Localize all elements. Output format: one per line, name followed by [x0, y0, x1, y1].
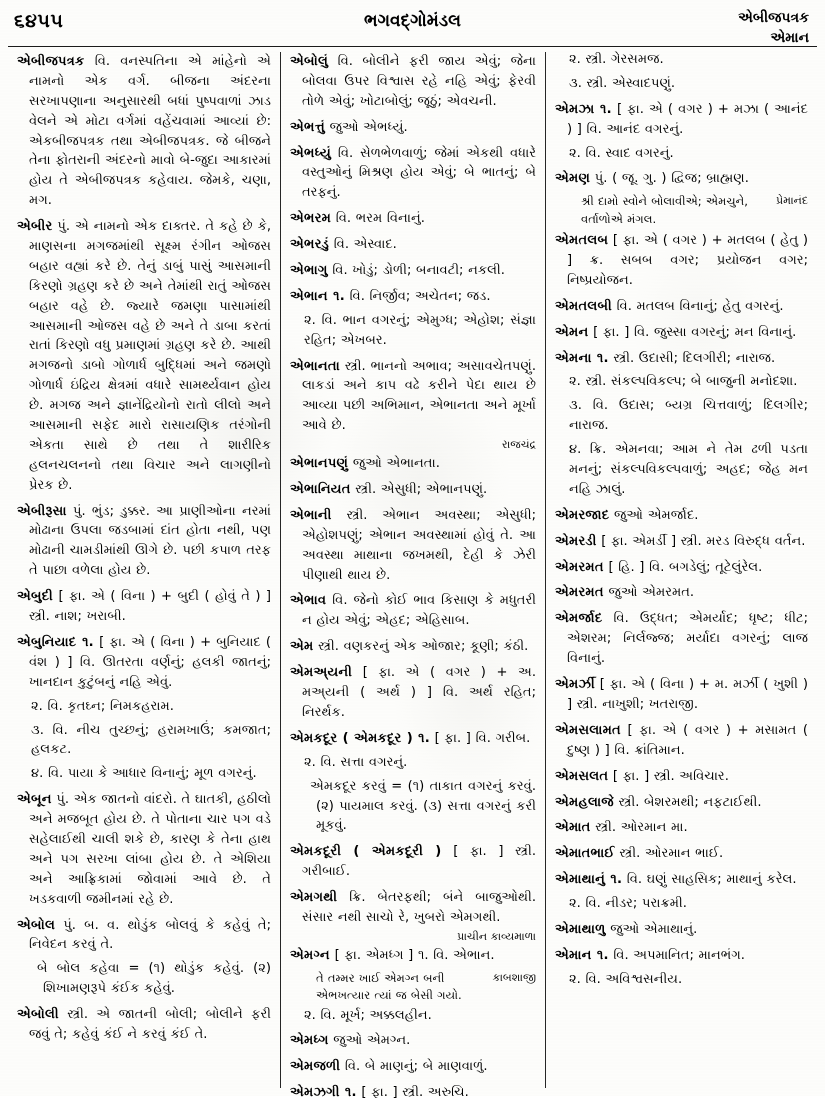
entry-definition: વિ. એસ્વાદ. [333, 237, 397, 253]
entry-definition: વિ. જેનો કોઈ ભાવ કિસાણ કે મધુતરી ન હોય એવું; એહદ; એહિસાબ. [302, 593, 537, 629]
entry-headword: એબોલું [290, 54, 329, 69]
entry-definition: [ ફા. ] વિ. ગરીબ. [434, 730, 531, 746]
entry-definition: વિ. બે માણનું; બે માણવાળું. [344, 1059, 488, 1075]
dictionary-entry [555, 558, 808, 578]
dictionary-entry [17, 1005, 271, 1045]
dictionary-entry [555, 870, 808, 890]
dictionary-entry [555, 946, 808, 966]
dictionary-entry [17, 633, 271, 693]
entry-sense: ૩. વિ. નીચ તુચ્છનું; હરામખાઉં; કમજાત; હલકટ. [31, 722, 271, 758]
entry-definition: [ ફા. એ ( વિના ) + મ. મર્ઝી ( ખુશી ) ] સ્ત્રી. નાખુશી; ખતરાજી. [567, 677, 808, 712]
dictionary-entry [17, 52, 271, 211]
entry-definition: [ હિ. ] વિ. બગડેલું; તૂટેલુંરેલ. [608, 559, 763, 575]
entry-headword: એમના ૧. [555, 350, 609, 366]
entry-headword: એમજળી [290, 1059, 341, 1075]
entry-definition: સ્ત્રી. બેશરમથી; નફટાઈથી. [618, 794, 762, 810]
dictionary-entry [555, 818, 808, 838]
entry-definition: પું. ( જૂ. ગુ. ) દ્વિજ; બ્રાહ્મણ. [594, 171, 749, 187]
dictionary-entry [17, 916, 271, 956]
dictionary-entry [290, 209, 536, 229]
guide-word-first: એબીજપત્રક [738, 10, 809, 26]
entry-definition: પું. એક જાતનો વાંદરો. તે ઘાતકી, હઠીલો અને મજબૂત હોય છે. તે પોતાના ચાર પગ વડે સહેલાઈથી ચાલી શકે છે, કારણ કે તેના હાથ અને પગ સરખા લાંબા હોય છે. તે એશિયા અને આફ્રિકામાં જોવામાં આવે છે. તે ખડકવાળી જમીનમાં રહે છે. [29, 792, 271, 907]
entry-headword: એમાથાળુ [555, 921, 606, 937]
entry-headword: એમાન ૧. [555, 947, 609, 963]
dictionary-entry [555, 767, 808, 787]
entry-headword: એબોલી [17, 1007, 59, 1023]
entry-headword: એમર્ઝી [555, 677, 595, 693]
entry-definition: સ્ત્રી. ઓરમાન મા. [595, 820, 688, 836]
entry-definition: જુઓ એમગ્ન. [333, 1033, 411, 1049]
entry-definition: સ્ત્રી. એભાન અવસ્થા; એસુધી; એહોશપણું; એભાન અવસ્થામાં હોવું તે. આ અવસ્થા માથાના જખમથી, દેહી કે ઝેરી પીણાથી થાય છે. [302, 507, 536, 583]
entry-attribution: પ્રાચીન કાવ્યમાળા [457, 929, 536, 943]
entry-definition: જુઓ એભધ્યું. [329, 119, 408, 135]
entry-sense: ૨. વિ. અવિશ્વસનીય. [569, 971, 683, 987]
entry-headword: એમઝગી ૧. [290, 1085, 357, 1101]
entry-definition: સ્ત્રી. ભાનનો અભાવ; અસાવચેતપણું. લાકડાં અને કાપ વઢે કરીને પેદા થાય છે આવ્યા પછી અભિમાન, એભાનતા અને મૂર્ખા આવે છે. [302, 358, 536, 434]
entry-headword: એમરજાદ [555, 507, 610, 523]
entry-headword: એભધ્યું [290, 145, 331, 161]
entry-headword: એભાગુ [290, 263, 328, 279]
dictionary-entry [290, 888, 536, 928]
column-container [8, 52, 817, 1101]
entry-headword: એબુદી [17, 589, 53, 605]
entry-headword: એમકદૂરી ( એમકદૂરી ) [290, 844, 442, 860]
entry-headword: એમરડી [555, 533, 597, 549]
entry-headword: એમાત [555, 820, 591, 836]
book-title: ભગવદ્‌ગોમંડલ [364, 11, 461, 31]
quotation-text: શ્રી દામો સ્વોને બોલાવીએ; એમચુને, વર્તાળોએ મંગલ. [581, 194, 748, 226]
entry-definition: ક્રિ. બેતરફથી; બંને બાજુઓથી. સંસાર નથી સાચો રે, ખુબરો એમગથી. [302, 890, 536, 925]
entry-headword: એભરમ [290, 211, 332, 227]
entry-definition: સ્ત્રી. ઉદાસી; દિલગીરી; નારાજ. [613, 350, 776, 366]
entry-quotation [290, 970, 536, 1005]
dictionary-entry [555, 609, 808, 669]
entry-definition: [ ફા. એ ( વગર ) + અ. મઅ્યની ( અર્થ ) ] વિ. અર્થ રહિત; નિરર્થક. [302, 665, 536, 720]
dictionary-entry [17, 502, 271, 582]
entry-definition: પું. બ. વ. થોડુંક બોલવું કે કહેવું તે; નિવેદન કરવું તે. [29, 917, 271, 953]
entry-headword: એભાની [290, 507, 332, 523]
entry-definition: વિ. ઉદ્ધત; એમર્યાદ; ધૃષ્ટ; ધીટ; એશરમ; નિર્લજ્જ; મર્યાદા વગરનું; લાજ વિનાનું. [567, 611, 808, 667]
entry-definition: [ ફા. ] સ્ત્રી. અરુચિ. [361, 1085, 469, 1101]
entry-headword: એભાનતા [290, 358, 340, 374]
dictionary-entry [290, 261, 536, 281]
entry-headword: એમાથાનું ૧. [555, 872, 623, 888]
entry-headword: એબીજપત્રક [17, 54, 85, 69]
entry-sense: ૨. વિ. કૃતઘ્ન; નિમકહરામ. [31, 698, 174, 714]
entry-sense: ૪. વિ. પાયા કે આધાર વિનાનું; મૂળ વગરનું. [31, 766, 257, 782]
entry-definition: જુઓ એભાનતા. [352, 456, 440, 472]
entry-sense: ૪. ક્રિ. એમનવા; આમ ને તેમ ઢળી પડતા મનનું; સંકલ્પવિકલ્પવાળું; અહદ; જેહ મન નહિ ઝાલું. [569, 442, 808, 497]
text-column-1 [8, 52, 280, 1088]
quotation-text: તે તમ્મર ખાઈ એમગ્ન બની એભખત્યાર ત્યાં જ બેસી ગયો. [316, 970, 462, 1003]
header-rule [8, 46, 817, 47]
dictionary-entry [555, 506, 808, 526]
dictionary-entry [290, 663, 536, 723]
entry-headword: એમતલબી [555, 298, 612, 314]
entry-headword: એબીરૂસા [17, 503, 67, 519]
entry-headword: એભાનપણું [290, 456, 349, 472]
dictionary-entry [290, 235, 536, 255]
entry-definition: સ્ત્રી. વણકરનું એક ઓજાર; કૂણી; કંઠી. [318, 639, 529, 655]
dictionary-entry [290, 506, 536, 586]
text-column-3 [545, 52, 817, 1088]
dictionary-entry [555, 349, 808, 369]
dictionary-entry [290, 1031, 536, 1051]
entry-definition: વિ. બોલીને ફરી જાય એવું; જેના બોલવા ઉપર વિશ્વાસ રહે નહિ એવું; ફેરવી તોળે એવું; ખોટાબોલું; જૂઠું; એવચની. [302, 54, 537, 109]
dictionary-entry [17, 217, 271, 495]
entry-headword: એમ [290, 639, 314, 655]
page-number: ૬૪૫૫ [14, 10, 64, 32]
entry-headword: એમરમત [555, 585, 604, 601]
entry-headword: એમહલાજે [555, 794, 614, 810]
dictionary-entry [290, 637, 536, 657]
entry-definition: [ ફા. એ ( વિના ) + બુનિયાદ ( વંશ ) ] વિ. ઊતરતા વર્ણનું; હલકી જાતનું; ખાનદાન કુટુંબનું નહિ એવું. [29, 634, 272, 690]
entry-definition: પું. ભુંડ; ડુક્કર. આ પ્રાણીઓના નરમાં મોઢાના ઉપલા જડબામાં દાંત હોતા નથી, પણ મોઢાની ચામડીમાંથી ઊગે છે. પછી કપાળ તરફ તે પાછા વળેલા હોય છે. [29, 503, 271, 579]
entry-headword: એમસલત [555, 768, 609, 784]
entry-headword: એમાતભાઈ [555, 846, 615, 862]
entry-headword: એમણ [555, 171, 591, 187]
entry-headword: એભાનિયત [290, 482, 351, 498]
quotation-citation: પ્રેમાનંદ [776, 194, 808, 208]
entry-sense: ૩. વિ. ઉદાસ; બ્યગ્ર ચિત્તવાળું; દિલગીર; નારાજ. [569, 398, 808, 434]
entry-sense: ૨. સ્ત્રી. સંકલ્પવિકલ્પ; બે બાજુની મનોદશા. [569, 374, 798, 390]
entry-definition: જુઓ એમાથાનું. [610, 921, 698, 937]
dictionary-entry [290, 118, 536, 138]
dictionary-entry [17, 790, 271, 909]
dictionary-entry [290, 480, 536, 500]
dictionary-entry [555, 323, 808, 343]
dictionary-entry [555, 793, 808, 813]
entry-sense: ૨. વિ. ભાન વગરનું; એમુગ્ધ; એહોશ; સંજ્ઞા રહિત; એખબર. [304, 312, 536, 348]
dictionary-entry [555, 297, 808, 317]
entry-definition: વિ. ભરમ વિનાનું. [335, 211, 425, 227]
entry-attribution: રાજચંદ્ર [501, 438, 536, 452]
dictionary-entry [290, 1083, 536, 1103]
entry-definition: વિ. સેળભેળવાળું; જેમાં એકથી વધારે વસ્તુઓનું મિશ્રણ હોય એવું; બે ભાતનું; બે તરફનું. [302, 145, 536, 201]
entry-headword: એમતલબ [555, 233, 609, 249]
dictionary-entry [555, 675, 808, 715]
quotation-citation: કાબશાજી [492, 970, 536, 984]
dictionary-entry [555, 169, 808, 189]
entry-definition: [ ફા. એ ( વગર ) + મસામત ( દુષ્ણ ) ] વિ. ક્રાંતિમાન. [567, 722, 808, 758]
entry-headword: એબૂન [17, 792, 52, 808]
dictionary-entry [555, 100, 808, 140]
entry-headword: એભત્તું [290, 119, 325, 135]
dictionary-entry [290, 591, 536, 631]
dictionary-entry [555, 583, 808, 603]
entry-subphrase: એમકદૂર કરવું = (૧) તાકાત વગરનું કરવું. (૨) પાયમાલ કરવું. (૩) સત્તા વગરનું કરી મૂકવું. [310, 778, 536, 834]
entry-definition: જુઓ એમર્જાદ. [614, 507, 699, 523]
entry-definition: [ ફા. ] સ્ત્રી. અવિચાર. [612, 768, 729, 784]
dictionary-entry [555, 532, 808, 552]
entry-headword: એમગથી [290, 890, 338, 906]
entry-sense: ૨. વિ. સત્તા વગરનું. [304, 754, 408, 770]
entry-headword: એબુનિયાદ ૧. [17, 634, 94, 650]
dictionary-entry [290, 1057, 536, 1077]
dictionary-entry [290, 946, 536, 966]
guide-word-last: એમાન [770, 30, 809, 47]
entry-definition: [ ફા. ] સ્ત્રી. ગરીબાઈ. [302, 844, 536, 880]
entry-definition: [ ફા. ] વિ. જુસ્સા વગરનું; મન વિનાનું. [593, 324, 797, 340]
dictionary-entry [555, 920, 808, 940]
dictionary-entry [290, 357, 536, 437]
dictionary-entry [555, 844, 808, 864]
entry-headword: એમકદૂર ( એમકદૂર ) ૧. [290, 730, 430, 746]
entry-headword: એભાન ૧. [290, 288, 345, 304]
entry-headword: એમઅ્યની [290, 665, 353, 681]
dictionary-entry [290, 842, 536, 882]
entry-headword: એમગ્ન [290, 947, 330, 963]
dictionary-entry [290, 287, 536, 307]
entry-sense: ૨. વિ. મૂર્ખ; અક્કલહીન. [304, 1007, 432, 1023]
entry-headword: એમસલામત [555, 722, 621, 738]
text-column-2 [280, 52, 545, 1101]
entry-definition: વિ. મતલબ વિનાનું; હેતુ વગરનું. [616, 298, 784, 314]
entry-definition: [ ફા. એ ( વગર ) + મતલબ ( હેતુ ) ] ક્ર. સબબ વગર; પ્રયોજન વગર; નિષ્પ્રયોજન. [567, 233, 808, 288]
entry-definition: સ્ત્રી. એસુધી; એભાનપણું. [355, 482, 488, 498]
dictionary-entry [555, 231, 808, 291]
entry-definition: સ્ત્રી. ઓરમાન ભાઈ. [619, 846, 724, 862]
entry-headword: એમર્જાદ [555, 611, 603, 627]
entry-definition: સ્ત્રી. એ જાતની બોલી; બોલીને ફરી જવું તે; કહેવું કંઈ ને કરવું કંઈ તે. [29, 1007, 272, 1042]
entry-sense: ૩. સ્ત્રી. એસ્વાદપણું. [569, 75, 676, 91]
entry-definition: વિ. ખોડું; ડોળી; બનાવટી; નકલી. [332, 263, 505, 279]
entry-headword: એભાવ [290, 593, 327, 609]
entry-sense: ૨. સ્ત્રી. ગેરસમજ. [569, 52, 664, 67]
entry-subphrase: બે બોલ કહેવા = (૧) થોડુંક કહેવું. (૨) શિખામણરૂપે કંઈક કહેવું. [37, 961, 271, 997]
entry-definition: વિ. નિર્જીવ; અચેતન; જડ. [349, 288, 491, 304]
entry-definition: વિ. ઘણું સાહસિક; માથાનું કરેલ. [626, 872, 797, 888]
entry-headword: એબોલ [17, 917, 56, 933]
entry-definition: [ ફા. એમધ્ગ ] ૧. વિ. એભાન. [334, 947, 495, 963]
entry-definition: જુઓ એમરમત. [608, 585, 695, 601]
dictionary-entry [290, 144, 536, 204]
entry-headword: એમઝા ૧. [555, 101, 612, 117]
guide-words [738, 8, 809, 49]
entry-definition: [ ફા. એ ( વગર ) + મઝા ( આનંદ ) ] વિ. આનંદ વગરનું. [567, 101, 808, 137]
dictionary-entry [555, 721, 808, 761]
entry-definition: વિ. અપમાનિત; માનભંગ. [613, 947, 745, 963]
entry-headword: એમરમત [555, 559, 604, 575]
entry-headword: એબીર [17, 219, 53, 235]
entry-sense: ૨. વિ. સ્વાદ વગરનું. [569, 145, 674, 161]
dictionary-entry [17, 587, 271, 627]
entry-definition: [ ફા. એ ( વિના ) + બુદી ( હોવું તે ) ] સ્ત્રી. નાશ; ખરાબી. [29, 589, 271, 625]
entry-quotation [555, 193, 808, 228]
entry-headword: એમન [555, 324, 589, 340]
dictionary-entry [290, 729, 536, 749]
entry-definition: [ ફા. એમર્ડી ] સ્ત્રી. મરડ વિરુદ્ધ વર્તન. [601, 533, 806, 549]
entry-headword: એમધ્ગ [290, 1033, 329, 1049]
entry-definition: પું. એ નામનો એક દાક્તર. તે કહે છે કે, માણસના મગજમાંથી સૂક્ષ્મ રંગીન ઓજસ બહાર વહ્યાં કરે છે. તેનું ડાબું પાસું આસમાની કિરણો ગ્રહણ કરે છે અને તેમાંથી રાતું ઓજસ બહાર વહે છે. જ્યારે જમણા પાસામાંથી આસમાની ઓજસ વહે છે અને તે ડાબા કરતાં રાતાં કિરણો વધુ પ્રમાણમાં ગ્રહણ કરે છે. આથી મગજનો ડાબો ગોળાર્ધ બુદ્ધિમાં અને જમણો ગોળાર્ધ ઇંદ્રિય ક્ષેત્રમાં વધારે સામર્થ્યવાન હોય છે. મગજ અને જ્ઞાનેંદ્રિયોનો રાતો લીલો અને આસમાની સફેદ મારો રાસાયણિક તરંગોની એકતા સાથે છે તથા તે શારીરિક હલનચલનનો તથા વિચાર અને લાગણીનો પ્રેરક છે. [29, 219, 271, 493]
dictionary-entry [290, 454, 536, 474]
entry-headword: એભરડું [290, 237, 330, 253]
dictionary-entry [290, 52, 536, 112]
entry-definition: વિ. વનસ્પતિના એ માંહેનો એ નામનો એક વર્ગ. બીજના અંદરના સરખાપણાના અનુસારથી બધાં પુષ્પવાળાં ઝાડ વેલને એ મોટા વર્ગમાં વહેંચવામાં આવ્યાં છે: એકબીજપત્રક તથા એબીજપત્રક. જે બીજને તેના ફોતરાની અંદરનો માવો બે-જુદા આકારમાં હોય તે એબીજપત્રક કહેવાય. જેમકે, ચણા, મગ. [29, 54, 271, 209]
entry-sense: ૨. વિ. નીડર; પરાક્રમી. [569, 896, 687, 912]
